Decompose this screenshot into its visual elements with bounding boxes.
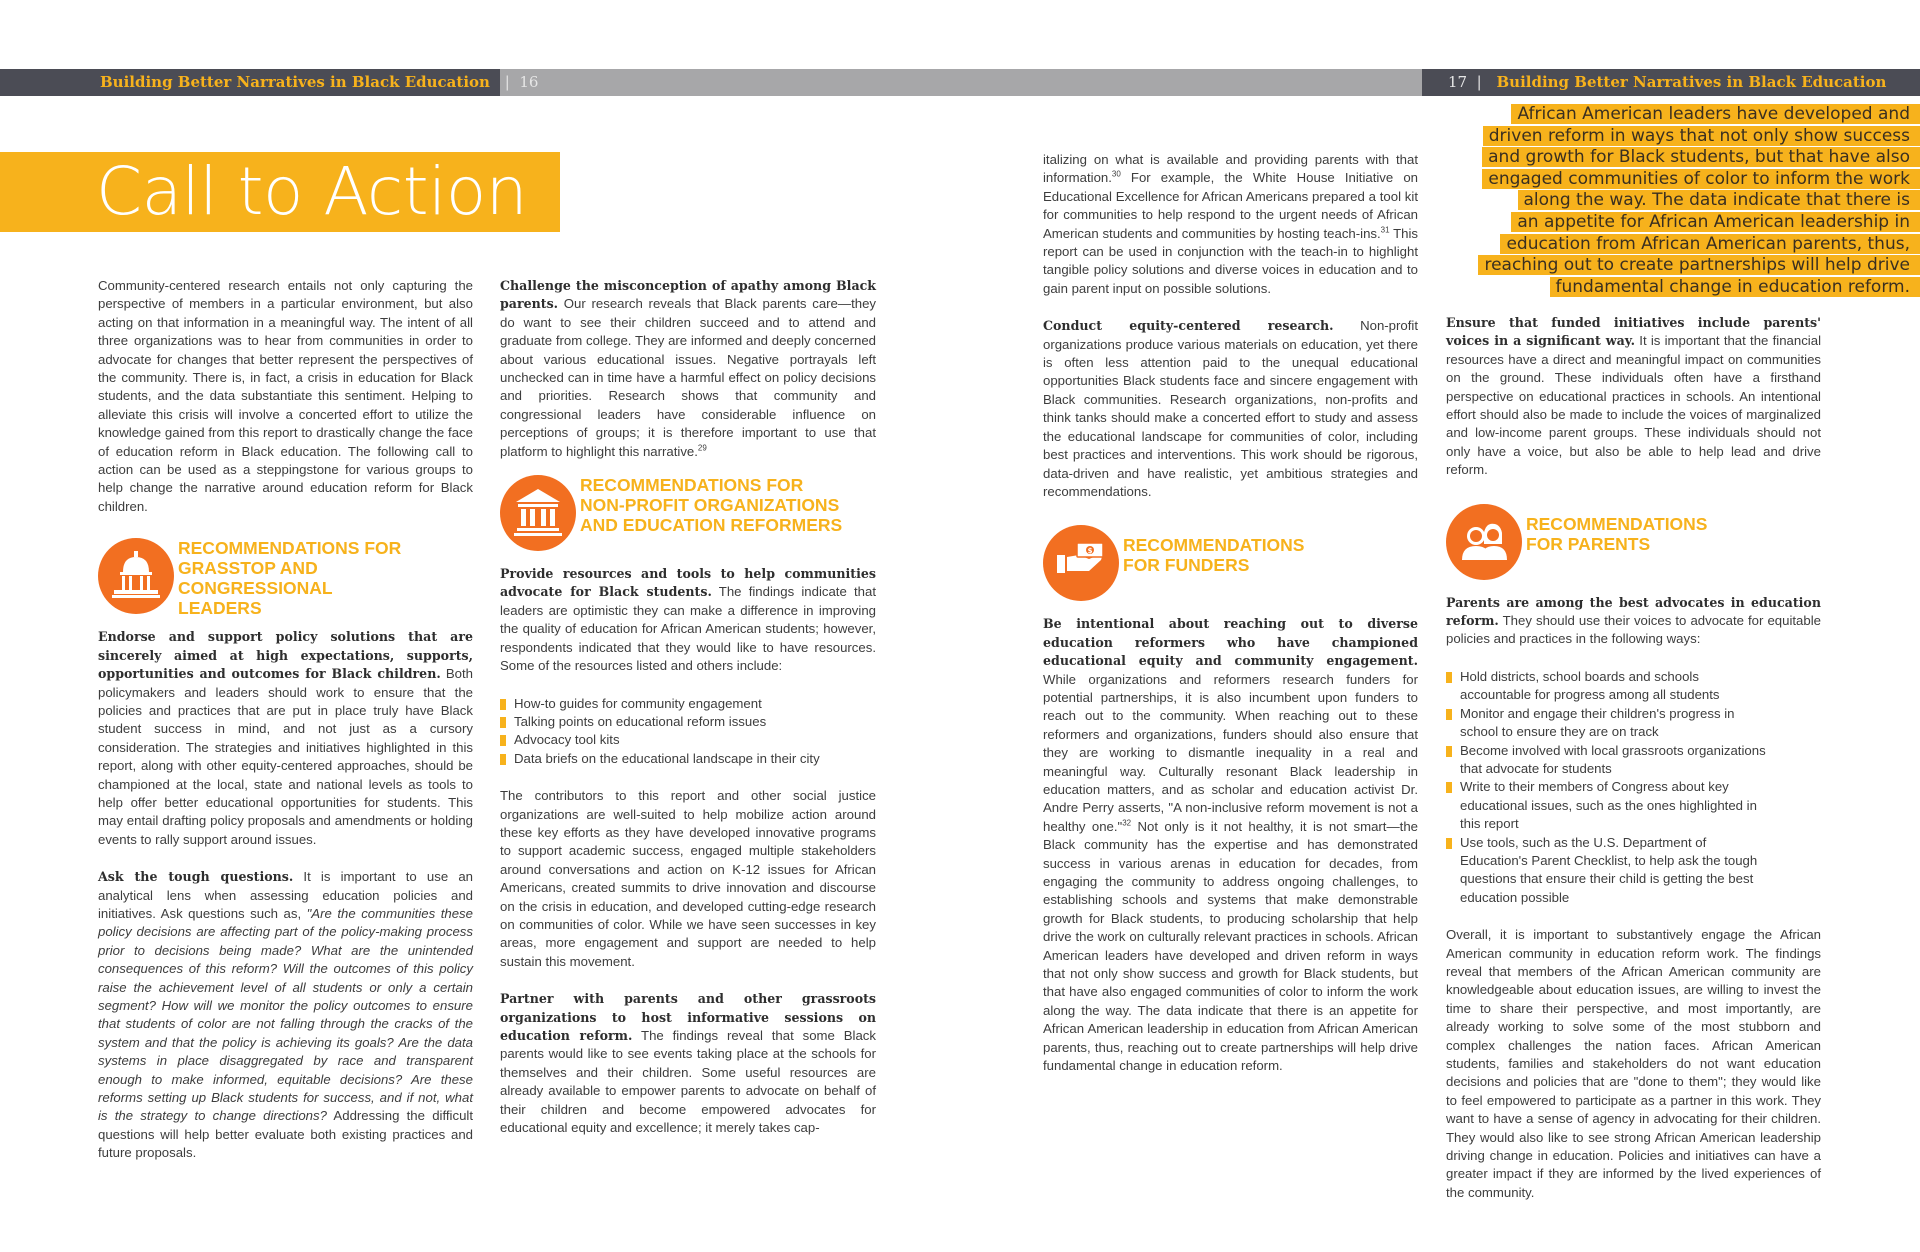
column-1 [98,277,473,1163]
conduct-paragraph [1043,317,1418,501]
footnote-30: 30 [1111,170,1121,180]
intentional-end: Not only is it not healthy, it is not smart—the Black community has the expertise and has demonstrated success in various arenas in education for decades, from engaging the community to address ongoing challenges, to establishing schools and systems that make demonstrable growth for Black students, to producing scholarship that help drive the work on culturally relevant practices in schools. African American leaders have developed and driven reform in ways that not only show success and growth for Black students, but that have also engaged communities of color to inform the work along the way. The data indicate that there is an appetite for African American leadership in education from African American parents, thus, reaching out to create partnerships will help drive fundamental change in education reform. [1043,818,1418,1074]
rec-grasstop-line-3: LEADERS [178,598,262,619]
provide-lead: Provide resources and tools to help communities advocate for Black students. [500,566,876,600]
conduct-lead: Conduct equity-centered research. [1043,318,1334,334]
running-header-right [1448,69,1886,96]
list-item: Hold districts, school boards and schools accountable for progress among all students [1446,668,1766,705]
parents-lead: Parents are among the best advocates in education reform. [1446,594,1821,629]
list-item: Monitor and engage their children's progress in school to ensure they are on track [1446,705,1766,742]
endorse-paragraph [98,628,473,849]
endorse-body: Both policymakers and leaders should work to ensure that the policies and practices that are put in place truly have Black student success in mind, and not just as a cursory consideration. The strategies and initiatives highlighted in this report, along with other equity-centered approaches, should be championed at the local, state and national levels as tools to help offer better educational opportunities for students. This may entail drafting policy proposals and amendments or holding events to rally support around issues. [98,666,473,847]
list-item: Talking points on educational reform issues [500,713,876,731]
page-number-left: 16 [519,73,539,91]
rec-grasstop-line-2: GRASSTOP AND CONGRESSIONAL [178,558,333,599]
rec-nonprofit-line-1: RECOMMENDATIONS FOR [580,475,804,496]
list-item: Data briefs on the educational landscape in their city [500,750,876,768]
header-band-left-gray [500,69,960,96]
quote-line: fundamental change in education reform. [1438,277,1920,299]
intentional-paragraph [1043,615,1418,1075]
rec-parents [1446,504,1821,582]
ask-body: It is important to use an analytical lens when assessing education policies and initiatives. Ask questions such as, [98,869,473,921]
rec-grasstop-line-1: RECOMMENDATIONS FOR [178,538,402,559]
parents-icon [1446,504,1522,580]
column-2 [500,277,876,1137]
quote-line: along the way. The data indicate that there is [1438,190,1920,212]
rec-parents-line-2: FOR PARENTS [1526,533,1651,554]
footnote-29: 29 [697,443,707,453]
running-title-left: Building Better Narratives in Black Education [100,73,490,91]
ask-end: Addressing the difficult questions will help better evaluate both existing practices and future proposals. [98,1108,473,1161]
quote-line: an appetite for African American leadership in [1438,212,1920,234]
contributors-paragraph: The contributors to this report and other social justice organizations are well-suited to help mobilize action around these key efforts as they have developed innovative programs to support academic success, engaged multiple stakeholders around conversations and action on K-12 issues for African Americans, created summits to drive innovation and discourse on the crisis in education, and developed cutting-edge research on communities of color. While we have seen successes in key areas, more engagement and support are needed to help sustain this movement. [500,788,876,969]
resource-list [500,695,876,769]
parents-paragraph [1446,594,1821,649]
ask-questions: "Are the communities these policy decisions are affecting part of the policy-making process prior to decisions being made? What are the unintended consequences of this reform? Will the outcomes of this policy raise the achievement level of all students or only a certain segment? How will we monitor the policy outcomes to ensure that students of color are not falling through the cracks of the system and that the policy is achieving its goals? Are the data systems in place disaggregated by race and transparent enough to make informed, equitable decisions? Are these reforms setting up Black students for success, and if not, what is the strategy to change directions? [98,905,473,1124]
footnote-32: 32 [1122,818,1132,828]
partner-body: The findings reveal that some Black parents would like to see events taking place at the schools for themselves and their children. Some useful resources are already available to empower parents to advocate on behalf of their children and become empowered advocates for educational equity and excellence; it merely takes cap- [500,1028,876,1136]
capitol-icon [98,538,174,614]
quote-line: African American leaders have developed and [1438,104,1920,126]
rec-funders-label [1123,535,1304,575]
rec-nonprofit-label [580,475,842,535]
separator-left: | [504,73,510,91]
quote-line: reaching out to create partnerships will help drive [1438,255,1920,277]
rec-funders-badge [1043,525,1119,601]
separator-right: | [1476,73,1482,91]
footnote-31: 31 [1380,225,1390,235]
ensure-paragraph [1446,314,1821,480]
intentional-body: While organizations and reformers research funders for potential partnerships, it is also incumbent upon funders to reach out to the community. When reaching out to these reformers and organizations, funders should also ensure that they are working to dismantle inequality in a real and meaningful way. Culturally resonant Black leadership in education matters, and as scholar and education activist Dr. Andre Perry asserts, "A non-inclusive reform movement is not a healthy one." [1043,671,1418,834]
rec-grasstop [98,538,473,619]
challenge-paragraph [500,277,876,461]
money-hand-icon [1043,525,1119,601]
conduct-body: Non-profit organizations produce various materials on education, yet there is often less attention paid to the unequal educational opportunities Black students face and sincere engagement with Black communities. Research organizations, non-profits and think tanks should make a concerted effort to study and assess the educational landscape for communities of color, including best practices and interventions. This work should be rigorous, data-driven and have realistic, yet ambitious strategies and recommendations. [1043,318,1418,499]
challenge-body: Our research reveals that Black parents care—they do want to see their children succeed and to attend and graduate from college. They are informed and deeply concerned about various educational issues. Negative portrayals left unchecked can in time have a harmful effect on policy decisions and priorities. Research shows that community and congressional leaders have considerable influence on perceptions of groups; it is therefore important to use that platform to highlight this narrative. [500,296,876,459]
running-title-right: Building Better Narratives in Black Education [1496,73,1887,91]
provide-body: The findings indicate that leaders are optimistic they can make a difference in improving the quality of education for African American students; however, respondents indicated that they would like to have resources. Some of the resources listed and others include: [500,584,876,674]
svg-text:$: $ [1087,547,1093,556]
intro-paragraph: Community-centered research entails not only capturing the perspective of members in a particular environment, but also acting on that information in a meaningful way. The intent of all three organizations was to hear from communities in order to advocate for changes that better represent the perspectives of the community. There is, in fact, a crisis in education for Black students, and the data substantiate this sentiment. Helping to alleviate this crisis will involve a concerted effort to utilize the knowledge gained from this report to drastically change the face of education reform in Black education. The following call to action can be used as a steppingstone for various groups to help change the narrative around education reform for Black children. [98,278,473,514]
list-item: How-to guides for community engagement [500,695,876,713]
rec-funders [1043,525,1418,603]
rec-nonprofit-line-2: NON-PROFIT ORGANIZATIONS [580,495,840,516]
rec-funders-line-1: RECOMMENDATIONS [1123,535,1305,556]
list-item: Write to their members of Congress about key educational issues, such as the ones highlighted in this report [1446,778,1766,833]
page-number-right: 17 [1448,73,1468,91]
challenge-lead: Challenge the misconception of apathy among Black parents. [500,278,876,312]
partner-paragraph [500,990,876,1137]
ask-lead: Ask the tough questions. [98,869,294,885]
quote-line: and growth for Black students, but that have also [1438,147,1920,169]
rec-parents-line-1: RECOMMENDATIONS [1526,513,1708,534]
rec-parents-label [1526,514,1707,554]
rec-nonprofit-badge [500,475,576,551]
running-header-left [100,69,538,96]
continued-b: For example, the White House Initiative on Educational Excellence for African Americans prepared a tool kit for communities to help respond to the urgent needs of African American students and communities by hosting teach-ins. [1043,170,1418,241]
quote-line: engaged communities of color to inform the work [1438,169,1920,191]
institution-icon [500,475,576,551]
pull-quote [1438,104,1920,298]
ensure-lead: Ensure that funded initiatives include parents' voices in a significant way. [1446,315,1821,349]
overall-paragraph: Overall, it is important to substantively engage the African American community in education reform work. The findings reveal that members of the African American community are knowledgeable about education issues, are willing to invest the time to share their perspective, and most importantly, are already working to solve some of the most stubborn and complex challenges the nation faces. African American students, families and stakeholders do not want education decisions and policies that are "done to them"; they would like to feel empowered to participate as a partner in this work. They want to have a sense of agency in advocating for their children. They would also like to see strong African American leadership driving change in education. Policies and initiatives can have a greater impact if they are informed by the lived experiences of the community. [1446,927,1821,1200]
quote-line: education from African American parents, thus, [1438,234,1920,256]
list-item: Use tools, such as the U.S. Department of Education's Parent Checklist, to help ask the tough questions that ensure their child is getting the best education possible [1446,834,1766,908]
rec-parents-badge [1446,504,1522,580]
ask-paragraph [98,868,473,1163]
rec-nonprofit [500,475,876,553]
rec-grasstop-label [178,538,473,618]
provide-paragraph [500,565,876,675]
column-3 [1043,151,1418,1075]
rec-funders-line-2: FOR FUNDERS [1123,555,1250,576]
endorse-lead: Endorse and support policy solutions that are sincerely aimed at high expectations, supports, opportunities and outcomes for Black children. [98,629,473,682]
ensure-body: It is important that the financial resources have a direct and meaningful impact on communities on the ground. These individuals often have a firsthand perspective on educational practices in schools. An intentional effort should also be made to include the voices of marginalized and low-income parent groups. These individuals should not only have a voice, but also be able to help lead and drive reform. [1446,333,1821,478]
continued-paragraph [1043,151,1418,298]
page-title: Call to Action [96,153,528,230]
intentional-lead: Be intentional about reaching out to diverse education reformers who have championed educational equity and community engagement. [1043,616,1418,669]
rec-nonprofit-line-3: AND EDUCATION REFORMERS [580,515,843,536]
partner-lead: Partner with parents and other grassroots organizations to host informative sessions on education reform. [500,991,876,1043]
list-item: Become involved with local grassroots organizations that advocate for students [1446,742,1766,779]
rec-grasstop-badge [98,538,174,614]
column-4 [1446,314,1821,1202]
header-band-right-gray [960,69,1422,96]
list-item: Advocacy tool kits [500,731,876,749]
quote-line: driven reform in ways that not only show success [1438,126,1920,148]
continued-a: italizing on what is available and providing parents with that information. [1043,152,1418,186]
parents-body: They should use their voices to advocate for equitable policies and practices in the following ways: [1446,613,1821,647]
continued-c: This report can be used in conjunction with the teach-in to highlight tangible policy solutions and diverse voices in education and to gain parent input on possible solutions. [1043,225,1418,296]
parents-list [1446,668,1766,907]
